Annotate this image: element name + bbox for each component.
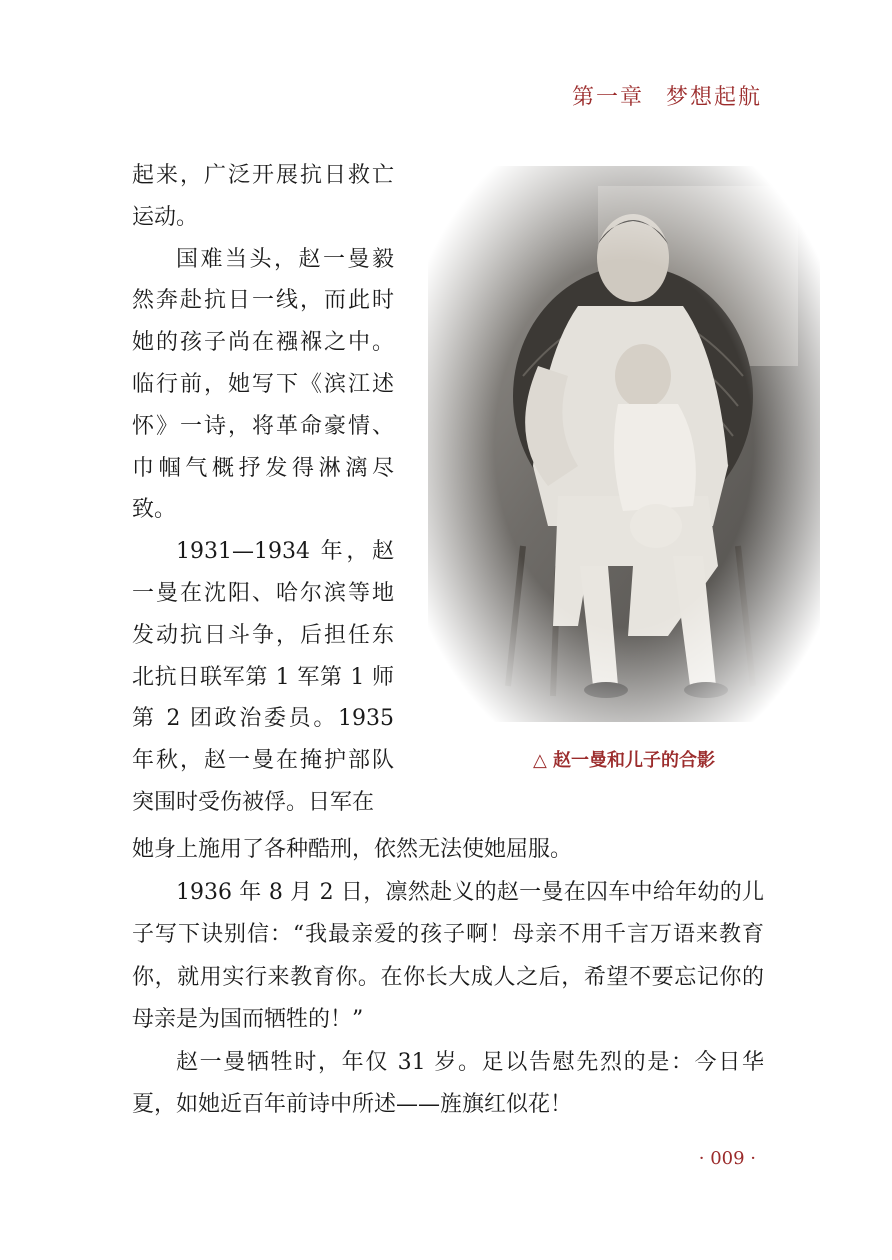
wrapped-text-column [132, 155, 394, 824]
paragraph: 起来，广泛开展抗日救亡运动。 [132, 163, 394, 230]
photo-mother-and-son [428, 166, 820, 722]
paragraph: 国难当头，赵一曼毅然奔赴抗日一线，而此时她的孩子尚在襁褓之中。临行前，她写下《滨江述怀》一诗，将革命豪情、巾帼气概抒发得淋漓尽致。 [132, 246, 394, 523]
page-number: · 009 · [698, 1148, 756, 1169]
paragraph: 赵一曼牺牲时，年仅 31 岁。足以告慰先烈的是：今日华夏，如她近百年前诗中所述——旌旗红似花！ [132, 1049, 764, 1117]
chapter-title: 梦想起航 [665, 85, 762, 110]
paragraph: 1931—1934 年，赵一曼在沈阳、哈尔滨等地发动抗日斗争，后担任东北抗日联军第 1 军第 1 师第 2 团政治委员。1935 年秋，赵一曼在掩护部队突围时受伤被俘。日军在 [132, 539, 394, 815]
paragraph: 她身上施用了各种酷刑，依然无法使她屈服。 [132, 837, 573, 862]
photo-caption: △ 赵一曼和儿子的合影 [532, 750, 716, 771]
historical-photo [428, 166, 820, 722]
chapter-number: 第一章 [571, 85, 644, 110]
chapter-header [572, 80, 762, 111]
body-text-full-width [132, 829, 764, 1127]
paragraph: 1936 年 8 月 2 日，凛然赴义的赵一曼在囚车中给年幼的儿子写下诀别信：“我最亲爱的孩子啊！母亲不用千言万语来教育你，就用实行来教育你。在你长大成人之后，希望不要忘记你的母亲是为国而牺牲的！” [132, 879, 764, 1032]
